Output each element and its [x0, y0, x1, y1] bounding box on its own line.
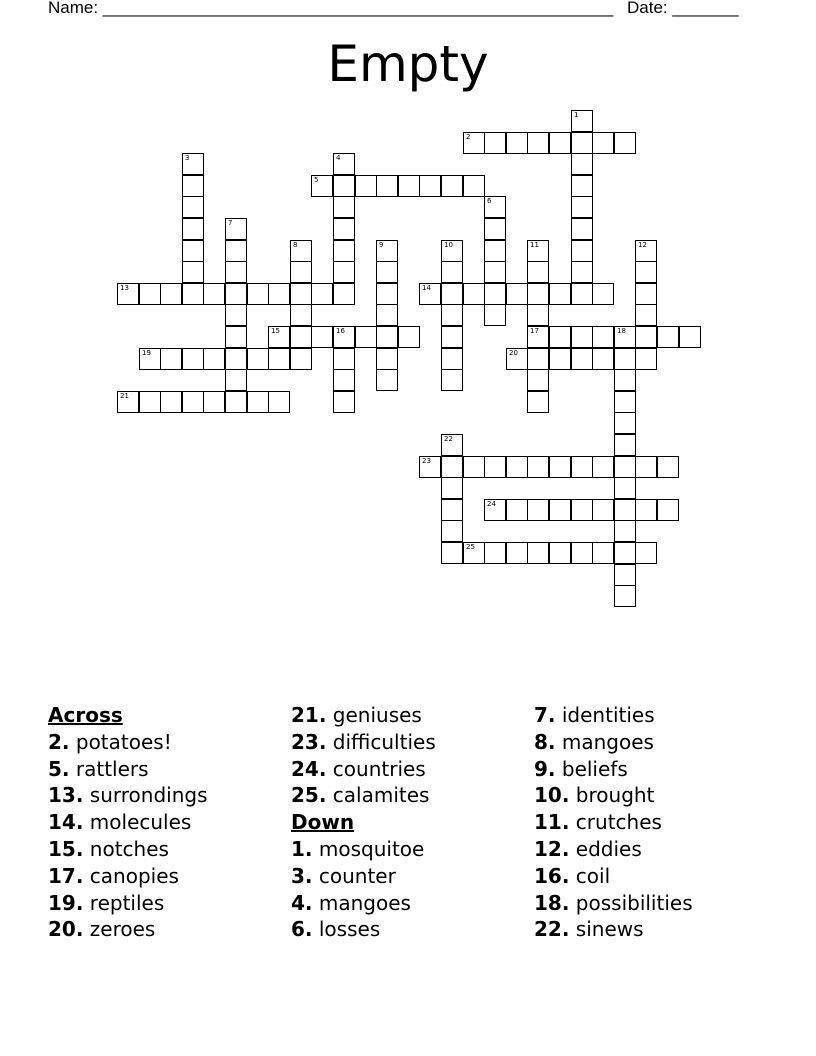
grid-cell[interactable]: [549, 542, 571, 564]
grid-cell[interactable]: [549, 283, 571, 305]
grid-cell[interactable]: [463, 175, 485, 197]
grid-cell[interactable]: [441, 369, 463, 391]
grid-cell[interactable]: [614, 477, 636, 499]
grid-cell[interactable]: [333, 218, 355, 240]
grid-cell[interactable]: [203, 283, 225, 305]
grid-cell[interactable]: [571, 456, 593, 478]
grid-cell[interactable]: [290, 240, 312, 262]
grid-cell[interactable]: [311, 175, 333, 197]
grid-cell[interactable]: [614, 499, 636, 521]
grid-cell[interactable]: [571, 261, 593, 283]
grid-cell[interactable]: [441, 434, 463, 456]
grid-cell[interactable]: [225, 304, 247, 326]
grid-cell[interactable]: [376, 369, 398, 391]
clue-item: [291, 756, 436, 783]
clue-number: 24: [487, 500, 496, 508]
grid-cell[interactable]: [139, 348, 161, 370]
clue-item: [534, 782, 693, 809]
clue-column-2: [291, 702, 436, 943]
clue-number: 14: [422, 284, 431, 292]
grid-cell[interactable]: [527, 132, 549, 154]
grid-cell[interactable]: [182, 391, 204, 413]
grid-cell[interactable]: [160, 348, 182, 370]
clue-item: [48, 729, 208, 756]
grid-cell[interactable]: [506, 456, 528, 478]
grid-cell[interactable]: [311, 326, 333, 348]
grid-cell[interactable]: [225, 369, 247, 391]
clue-item-number: 11.: [534, 810, 570, 835]
grid-cell[interactable]: [592, 499, 614, 521]
grid-cell[interactable]: [333, 391, 355, 413]
grid-cell[interactable]: [635, 542, 657, 564]
clue-column-1: [48, 702, 208, 943]
clue-item-text: coil: [575, 863, 611, 888]
grid-cell[interactable]: [290, 283, 312, 305]
grid-cell[interactable]: [527, 499, 549, 521]
grid-cell[interactable]: [160, 283, 182, 305]
grid-cell[interactable]: [376, 348, 398, 370]
clue-item-text: brought: [575, 783, 655, 808]
clue-number: 16: [336, 327, 345, 335]
grid-cell[interactable]: [635, 326, 657, 348]
grid-cell[interactable]: [333, 283, 355, 305]
grid-cell[interactable]: [117, 391, 139, 413]
grid-cell[interactable]: [333, 240, 355, 262]
name-field[interactable]: Name: ______________________________________________________: [48, 0, 614, 17]
grid-cell[interactable]: [614, 585, 636, 607]
grid-cell[interactable]: [657, 499, 679, 521]
grid-cell[interactable]: [506, 348, 528, 370]
grid-cell[interactable]: [333, 326, 355, 348]
grid-cell[interactable]: [419, 456, 441, 478]
grid-cell[interactable]: [182, 218, 204, 240]
grid-cell[interactable]: [592, 283, 614, 305]
clue-number: 2: [466, 133, 471, 141]
grid-cell[interactable]: [376, 240, 398, 262]
clue-number: 19: [142, 349, 151, 357]
clue-item: [291, 836, 436, 863]
clue-item: [534, 916, 693, 943]
grid-cell[interactable]: [333, 348, 355, 370]
grid-cell[interactable]: [398, 326, 420, 348]
grid-cell[interactable]: [592, 326, 614, 348]
clue-item-number: 3.: [291, 863, 313, 888]
grid-cell[interactable]: [484, 261, 506, 283]
clue-item-number: 14.: [48, 810, 84, 835]
grid-cell[interactable]: [635, 499, 657, 521]
grid-cell[interactable]: [225, 240, 247, 262]
clue-item-number: 12.: [534, 836, 570, 861]
clue-item-text: surrondings: [89, 783, 208, 808]
clue-item: [291, 782, 436, 809]
grid-cell[interactable]: [571, 196, 593, 218]
grid-cell[interactable]: [290, 326, 312, 348]
clue-item: [48, 863, 208, 890]
grid-cell[interactable]: [333, 261, 355, 283]
grid-cell[interactable]: [225, 326, 247, 348]
clue-number: 15: [271, 327, 280, 335]
grid-cell[interactable]: [441, 261, 463, 283]
clue-item-text: losses: [318, 917, 381, 942]
grid-cell[interactable]: [506, 283, 528, 305]
clue-item-number: 6.: [291, 917, 313, 942]
grid-cell[interactable]: [203, 348, 225, 370]
grid-cell[interactable]: [614, 456, 636, 478]
clue-number: 1: [574, 111, 579, 119]
grid-cell[interactable]: [635, 283, 657, 305]
grid-cell[interactable]: [506, 132, 528, 154]
grid-cell[interactable]: [571, 283, 593, 305]
grid-cell[interactable]: [527, 304, 549, 326]
grid-cell[interactable]: [614, 132, 636, 154]
grid-cell[interactable]: [484, 218, 506, 240]
clue-number: 6: [487, 197, 492, 205]
grid-cell[interactable]: [635, 261, 657, 283]
clue-item-number: 24.: [291, 756, 327, 781]
grid-cell[interactable]: [571, 132, 593, 154]
grid-cell[interactable]: [376, 304, 398, 326]
page-title: Empty: [327, 35, 489, 93]
clue-item-text: geniuses: [332, 703, 422, 727]
clue-number: 9: [379, 241, 384, 249]
grid-cell[interactable]: [614, 348, 636, 370]
grid-cell[interactable]: [614, 564, 636, 586]
clue-item-text: reptiles: [89, 890, 165, 915]
grid-cell[interactable]: [225, 348, 247, 370]
grid-cell[interactable]: [290, 348, 312, 370]
grid-cell[interactable]: [549, 499, 571, 521]
clue-item-number: 22.: [534, 917, 570, 942]
clue-item-text: crutches: [575, 810, 662, 835]
grid-cell[interactable]: [484, 304, 506, 326]
clue-item-text: potatoes!: [75, 729, 172, 754]
grid-cell[interactable]: [182, 283, 204, 305]
grid-cell[interactable]: [614, 326, 636, 348]
clue-item: [534, 809, 693, 836]
clue-item-number: 21.: [291, 703, 327, 727]
clue-item-number: 13.: [48, 783, 84, 808]
grid-cell[interactable]: [614, 412, 636, 434]
clue-item: [534, 863, 693, 890]
grid-cell[interactable]: [571, 110, 593, 132]
clue-item-text: calamites: [332, 783, 430, 808]
grid-cell[interactable]: [311, 283, 333, 305]
clue-item: [534, 756, 693, 783]
grid-cell[interactable]: [506, 542, 528, 564]
clue-item: [291, 890, 436, 917]
grid-cell[interactable]: [614, 369, 636, 391]
grid-cell[interactable]: [571, 175, 593, 197]
grid-cell[interactable]: [376, 326, 398, 348]
grid-cell[interactable]: [571, 240, 593, 262]
grid-cell[interactable]: [441, 499, 463, 521]
grid-cell[interactable]: [441, 456, 463, 478]
clue-number: 10: [444, 241, 453, 249]
grid-cell[interactable]: [571, 218, 593, 240]
clue-item-text: countries: [332, 756, 426, 781]
grid-cell[interactable]: [441, 175, 463, 197]
clue-item-number: 20.: [48, 917, 84, 942]
grid-cell[interactable]: [333, 153, 355, 175]
grid-cell[interactable]: [635, 348, 657, 370]
clue-item: [48, 836, 208, 863]
grid-cell[interactable]: [333, 196, 355, 218]
grid-cell[interactable]: [160, 391, 182, 413]
grid-cell[interactable]: [182, 175, 204, 197]
grid-cell[interactable]: [527, 348, 549, 370]
clue-item: [291, 863, 436, 890]
clue-item: [534, 890, 693, 917]
clue-item-number: 1.: [291, 836, 313, 861]
grid-cell[interactable]: [225, 283, 247, 305]
grid-cell[interactable]: [527, 261, 549, 283]
grid-cell[interactable]: [657, 456, 679, 478]
grid-cell[interactable]: [419, 283, 441, 305]
grid-cell[interactable]: [398, 175, 420, 197]
grid-cell[interactable]: [571, 542, 593, 564]
grid-cell[interactable]: [463, 542, 485, 564]
grid-cell[interactable]: [441, 520, 463, 542]
clue-item-number: 15.: [48, 836, 84, 861]
grid-cell[interactable]: [592, 456, 614, 478]
grid-cell[interactable]: [441, 240, 463, 262]
grid-cell[interactable]: [355, 175, 377, 197]
grid-cell[interactable]: [441, 326, 463, 348]
clue-number: 13: [120, 284, 129, 292]
clue-item: [48, 890, 208, 917]
clue-number: 4: [336, 154, 341, 162]
grid-cell[interactable]: [571, 348, 593, 370]
clue-item-number: 18.: [534, 890, 570, 915]
clue-item-number: 16.: [534, 863, 570, 888]
grid-cell[interactable]: [484, 456, 506, 478]
clue-number: 21: [120, 392, 129, 400]
grid-cell[interactable]: [657, 326, 679, 348]
clue-number: 8: [293, 241, 298, 249]
grid-cell[interactable]: [571, 153, 593, 175]
grid-cell[interactable]: [139, 391, 161, 413]
grid-cell[interactable]: [225, 391, 247, 413]
grid-cell[interactable]: [549, 132, 571, 154]
clue-item: [291, 702, 436, 729]
grid-cell[interactable]: [527, 391, 549, 413]
clue-number: 20: [509, 349, 518, 357]
grid-cell[interactable]: [117, 283, 139, 305]
grid-cell[interactable]: [225, 261, 247, 283]
grid-cell[interactable]: [268, 391, 290, 413]
clue-item-text: zeroes: [89, 917, 156, 942]
grid-cell[interactable]: [614, 434, 636, 456]
clue-item-text: beliefs: [561, 756, 628, 781]
grid-cell[interactable]: [549, 348, 571, 370]
clue-item-number: 23.: [291, 729, 327, 754]
grid-cell[interactable]: [463, 456, 485, 478]
grid-cell[interactable]: [635, 304, 657, 326]
grid-cell[interactable]: [592, 132, 614, 154]
grid-cell[interactable]: [463, 283, 485, 305]
grid-cell[interactable]: [527, 369, 549, 391]
clue-item: [534, 836, 693, 863]
grid-cell[interactable]: [527, 456, 549, 478]
clue-item: [48, 756, 208, 783]
clue-number: 25: [466, 543, 475, 551]
grid-cell[interactable]: [268, 283, 290, 305]
grid-cell[interactable]: [225, 218, 247, 240]
grid-cell[interactable]: [484, 196, 506, 218]
grid-cell[interactable]: [614, 391, 636, 413]
grid-cell[interactable]: [441, 542, 463, 564]
clue-number: 3: [185, 154, 190, 162]
clue-item-text: difficulties: [332, 729, 436, 754]
grid-cell[interactable]: [441, 304, 463, 326]
grid-cell[interactable]: [484, 542, 506, 564]
clue-item-number: 25.: [291, 783, 327, 808]
clue-item-text: counter: [318, 863, 396, 888]
grid-cell[interactable]: [182, 196, 204, 218]
clue-item-text: mosquitoe: [318, 836, 425, 861]
clue-item-text: possibilities: [575, 890, 693, 915]
clue-item-number: 10.: [534, 783, 570, 808]
grid-cell[interactable]: [376, 261, 398, 283]
clue-heading: Across: [48, 703, 123, 727]
clue-item-number: 4.: [291, 890, 313, 915]
clue-number: 5: [314, 176, 319, 184]
grid-cell[interactable]: [571, 326, 593, 348]
clue-item-text: molecules: [89, 810, 192, 835]
clue-item-number: 19.: [48, 890, 84, 915]
clue-item-text: mangoes: [561, 729, 654, 754]
clue-number: 7: [228, 219, 233, 227]
grid-cell[interactable]: [527, 283, 549, 305]
clue-item: [48, 782, 208, 809]
grid-cell[interactable]: [290, 261, 312, 283]
grid-cell[interactable]: [268, 348, 290, 370]
grid-cell[interactable]: [203, 391, 225, 413]
grid-cell[interactable]: [333, 175, 355, 197]
clue-item-number: 2.: [48, 729, 70, 754]
grid-cell[interactable]: [679, 326, 701, 348]
grid-cell[interactable]: [247, 348, 269, 370]
grid-cell[interactable]: [506, 499, 528, 521]
grid-cell[interactable]: [247, 283, 269, 305]
grid-cell[interactable]: [571, 499, 593, 521]
grid-cell[interactable]: [484, 283, 506, 305]
clue-item-text: rattlers: [75, 756, 149, 781]
grid-cell[interactable]: [592, 348, 614, 370]
grid-cell[interactable]: [268, 326, 290, 348]
grid-cell[interactable]: [614, 520, 636, 542]
grid-cell[interactable]: [484, 240, 506, 262]
grid-cell[interactable]: [527, 240, 549, 262]
clue-item-text: identities: [561, 703, 655, 727]
grid-cell[interactable]: [527, 326, 549, 348]
grid-cell[interactable]: [635, 240, 657, 262]
clue-item: [291, 729, 436, 756]
clue-item: [48, 809, 208, 836]
grid-cell[interactable]: [247, 391, 269, 413]
grid-cell[interactable]: [484, 499, 506, 521]
clue-item: [534, 729, 693, 756]
clue-item: [48, 916, 208, 943]
grid-cell[interactable]: [139, 283, 161, 305]
grid-cell[interactable]: [333, 369, 355, 391]
clue-item-text: notches: [89, 836, 169, 861]
grid-cell[interactable]: [527, 542, 549, 564]
grid-cell[interactable]: [592, 542, 614, 564]
clue-item-number: 17.: [48, 863, 84, 888]
clue-item-number: 9.: [534, 756, 556, 781]
clue-item: [291, 916, 436, 943]
grid-cell[interactable]: [182, 348, 204, 370]
grid-cell[interactable]: [182, 153, 204, 175]
grid-cell[interactable]: [463, 132, 485, 154]
clue-item-number: 5.: [48, 756, 70, 781]
grid-cell[interactable]: [355, 326, 377, 348]
clue-number: 12: [638, 241, 647, 249]
clue-item-number: 8.: [534, 729, 556, 754]
grid-cell[interactable]: [549, 456, 571, 478]
grid-cell[interactable]: [376, 283, 398, 305]
grid-cell[interactable]: [419, 175, 441, 197]
grid-cell[interactable]: [182, 240, 204, 262]
grid-cell[interactable]: [614, 542, 636, 564]
clue-number: 17: [530, 327, 539, 335]
clue-number: 18: [617, 327, 626, 335]
grid-cell[interactable]: [549, 326, 571, 348]
clue-item-text: eddies: [575, 836, 642, 861]
grid-cell[interactable]: [290, 304, 312, 326]
clue-item-text: canopies: [89, 863, 179, 888]
grid-cell[interactable]: [635, 456, 657, 478]
clue-column-3: [534, 702, 693, 943]
clue-number: 22: [444, 435, 453, 443]
grid-cell[interactable]: [484, 132, 506, 154]
clue-item-text: sinews: [575, 917, 644, 942]
clue-number: 11: [530, 241, 539, 249]
grid-cell[interactable]: [441, 283, 463, 305]
clue-item: [534, 702, 693, 729]
clue-heading: Down: [291, 810, 355, 835]
grid-cell[interactable]: [376, 175, 398, 197]
clue-item-number: 7.: [534, 703, 556, 727]
clue-number: 23: [422, 457, 431, 465]
grid-cell[interactable]: [441, 348, 463, 370]
grid-cell[interactable]: [441, 477, 463, 499]
grid-cell[interactable]: [182, 261, 204, 283]
clue-item-text: mangoes: [318, 890, 411, 915]
date-field[interactable]: Date: _______: [627, 0, 739, 17]
